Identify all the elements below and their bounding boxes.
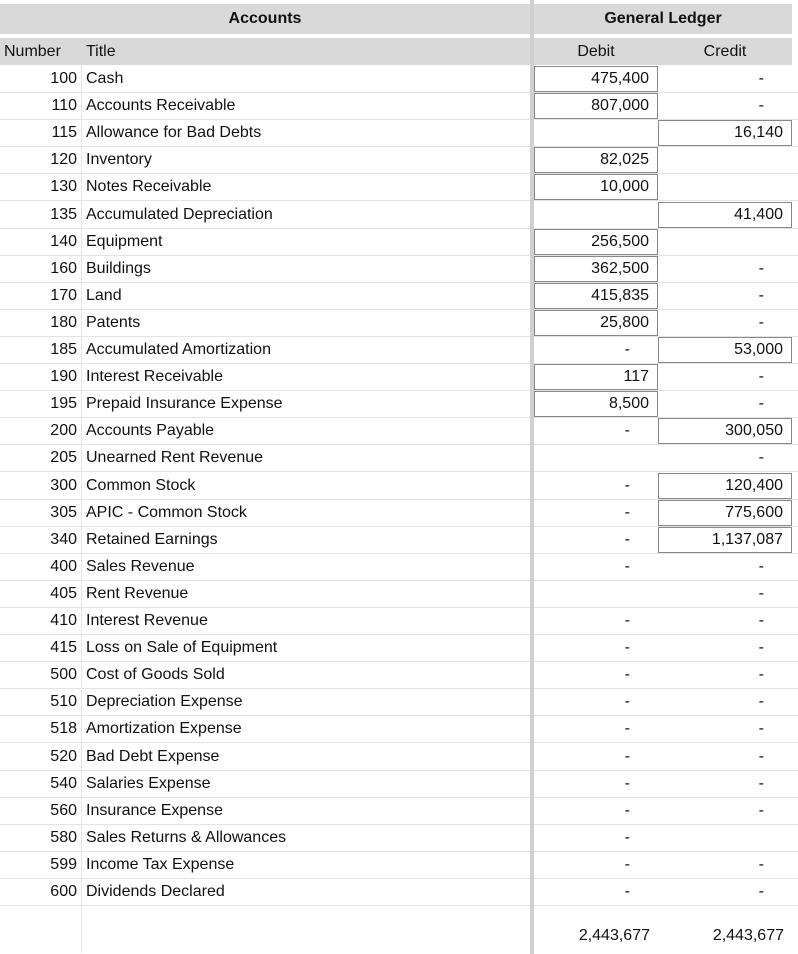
- account-number-cell[interactable]: 500: [50, 666, 77, 684]
- account-number-cell[interactable]: 520: [50, 747, 77, 765]
- debit-cell[interactable]: 10,000: [534, 174, 658, 200]
- debit-cell[interactable]: -: [624, 883, 630, 901]
- account-number-cell[interactable]: 300: [50, 476, 77, 494]
- debit-cell[interactable]: -: [624, 720, 630, 738]
- credit-column-header: Credit: [658, 38, 792, 65]
- account-number-cell[interactable]: 115: [51, 124, 77, 142]
- table-row: [0, 744, 798, 771]
- header-row-columns: [0, 38, 798, 65]
- account-title-cell[interactable]: Retained Earnings: [86, 530, 218, 548]
- credit-cell[interactable]: -: [758, 395, 764, 413]
- account-title-cell[interactable]: Rent Revenue: [86, 584, 189, 602]
- title-column-header: Title: [81, 38, 530, 65]
- credit-cell[interactable]: -: [758, 666, 764, 684]
- credit-cell[interactable]: 1,137,087: [658, 527, 792, 553]
- table-row: [0, 500, 798, 527]
- debit-cell[interactable]: 8,500: [534, 391, 658, 417]
- account-number-cell[interactable]: 410: [50, 612, 77, 630]
- total-debit[interactable]: 2,443,677: [578, 927, 650, 944]
- debit-cell[interactable]: [534, 581, 658, 607]
- table-row: [0, 174, 798, 201]
- debit-cell[interactable]: -: [624, 855, 630, 873]
- table-row: [0, 418, 798, 445]
- debit-cell[interactable]: 25,800: [534, 310, 658, 336]
- table-row: [0, 608, 798, 635]
- account-number-cell[interactable]: 185: [50, 341, 77, 359]
- account-number-cell[interactable]: 130: [50, 178, 77, 196]
- account-title-cell[interactable]: Depreciation Expense: [86, 693, 243, 711]
- debit-cell[interactable]: 362,500: [534, 256, 658, 282]
- credit-cell[interactable]: -: [758, 855, 764, 873]
- credit-cell[interactable]: [658, 174, 792, 200]
- account-title-cell[interactable]: Land: [86, 286, 122, 304]
- account-title-cell[interactable]: Dividends Declared: [86, 883, 225, 901]
- debit-cell[interactable]: -: [624, 639, 630, 657]
- credit-cell[interactable]: -: [758, 97, 764, 115]
- table-row: [0, 635, 798, 662]
- account-title-cell[interactable]: Sales Revenue: [86, 557, 195, 575]
- account-title-cell[interactable]: Accounts Payable: [86, 422, 215, 440]
- credit-cell[interactable]: 53,000: [658, 337, 792, 363]
- credit-cell[interactable]: -: [758, 747, 764, 765]
- credit-cell[interactable]: -: [758, 693, 764, 711]
- account-title-cell[interactable]: Buildings: [86, 259, 151, 277]
- table-row: [0, 879, 798, 906]
- account-title-cell[interactable]: Sales Returns & Allowances: [86, 828, 287, 846]
- account-title-cell[interactable]: Accumulated Depreciation: [86, 205, 273, 223]
- debit-cell[interactable]: -: [624, 530, 630, 548]
- debit-cell[interactable]: -: [624, 801, 630, 819]
- credit-cell[interactable]: -: [758, 557, 764, 575]
- debit-cell[interactable]: -: [624, 476, 630, 494]
- table-row: [0, 798, 798, 825]
- table-row: [0, 689, 798, 716]
- table-row: [0, 527, 798, 554]
- account-title-cell[interactable]: Loss on Sale of Equipment: [86, 639, 278, 657]
- debit-cell[interactable]: -: [624, 828, 630, 846]
- table-row: [0, 337, 798, 364]
- account-number-cell[interactable]: 415: [50, 639, 77, 657]
- account-title-cell[interactable]: Prepaid Insurance Expense: [86, 395, 283, 413]
- table-row: [0, 147, 798, 174]
- debit-cell[interactable]: 256,500: [534, 229, 658, 255]
- table-row: [0, 310, 798, 337]
- credit-cell[interactable]: -: [758, 259, 764, 277]
- account-number-cell[interactable]: 518: [50, 720, 77, 738]
- header-row-groups: [0, 4, 798, 34]
- totals-row: [0, 920, 798, 952]
- account-title-cell[interactable]: Notes Receivable: [86, 178, 212, 196]
- account-number-cell[interactable]: 135: [50, 205, 77, 223]
- account-number-cell[interactable]: 600: [50, 883, 77, 901]
- accounts-header: Accounts: [0, 4, 530, 34]
- table-row: [0, 662, 798, 689]
- table-row: [0, 716, 798, 743]
- column-separator: [530, 0, 534, 954]
- account-number-cell[interactable]: 195: [50, 395, 77, 413]
- table-row: [0, 120, 798, 147]
- table-row: [0, 445, 798, 472]
- gridline-number-title: [81, 65, 82, 953]
- account-number-cell[interactable]: 400: [50, 557, 77, 575]
- debit-cell[interactable]: -: [624, 693, 630, 711]
- account-number-cell[interactable]: 160: [50, 259, 77, 277]
- account-title-cell[interactable]: Salaries Expense: [86, 774, 211, 792]
- debit-cell[interactable]: -: [624, 666, 630, 684]
- credit-cell[interactable]: -: [758, 449, 764, 467]
- debit-cell[interactable]: [534, 445, 658, 471]
- account-title-cell[interactable]: Inventory: [86, 151, 152, 169]
- debit-cell[interactable]: -: [624, 503, 630, 521]
- table-row: [0, 202, 798, 229]
- table-row: [0, 852, 798, 879]
- account-number-cell[interactable]: 120: [50, 151, 77, 169]
- debit-cell[interactable]: -: [624, 612, 630, 630]
- account-number-cell[interactable]: 110: [51, 97, 77, 115]
- account-title-cell[interactable]: Allowance for Bad Debts: [86, 124, 262, 142]
- table-row: [0, 554, 798, 581]
- debit-cell[interactable]: -: [624, 341, 630, 359]
- debit-cell[interactable]: [534, 202, 658, 228]
- table-row: [0, 256, 798, 283]
- debit-cell[interactable]: 117: [534, 364, 658, 390]
- table-row: [0, 391, 798, 418]
- debit-column-header: Debit: [534, 38, 658, 65]
- credit-cell[interactable]: -: [758, 720, 764, 738]
- table-row: [0, 93, 798, 120]
- debit-cell[interactable]: -: [624, 774, 630, 792]
- account-number-cell[interactable]: 200: [50, 422, 77, 440]
- credit-cell[interactable]: -: [758, 286, 764, 304]
- credit-cell[interactable]: [658, 825, 792, 851]
- account-title-cell[interactable]: Accumulated Amortization: [86, 341, 271, 359]
- credit-cell[interactable]: 775,600: [658, 500, 792, 526]
- credit-cell[interactable]: [658, 147, 792, 173]
- general-ledger-header: General Ledger: [534, 4, 792, 34]
- account-title-cell[interactable]: Cost of Goods Sold: [86, 666, 225, 684]
- account-title-cell[interactable]: Unearned Rent Revenue: [86, 449, 264, 467]
- credit-cell[interactable]: -: [758, 368, 764, 386]
- credit-cell[interactable]: [658, 229, 792, 255]
- account-number-cell[interactable]: 140: [50, 232, 77, 250]
- debit-cell[interactable]: 415,835: [534, 283, 658, 309]
- account-number-cell[interactable]: 180: [50, 313, 77, 331]
- account-number-cell[interactable]: 560: [50, 801, 77, 819]
- credit-cell[interactable]: -: [758, 313, 764, 331]
- table-row: [0, 364, 798, 391]
- account-title-cell[interactable]: Interest Receivable: [86, 368, 223, 386]
- credit-cell[interactable]: 300,050: [658, 418, 792, 444]
- debit-cell[interactable]: 475,400: [534, 66, 658, 92]
- credit-cell[interactable]: -: [758, 584, 764, 602]
- credit-cell[interactable]: -: [758, 639, 764, 657]
- account-number-cell[interactable]: 580: [50, 828, 77, 846]
- number-column-header: Number: [0, 38, 81, 65]
- account-title-cell[interactable]: Equipment: [86, 232, 163, 250]
- account-title-cell[interactable]: Common Stock: [86, 476, 196, 494]
- table-row: [0, 229, 798, 256]
- account-number-cell[interactable]: 305: [50, 503, 77, 521]
- account-number-cell[interactable]: 190: [50, 368, 77, 386]
- account-title-cell[interactable]: Bad Debt Expense: [86, 747, 220, 765]
- credit-cell[interactable]: 120,400: [658, 473, 792, 499]
- table-row: [0, 581, 798, 608]
- debit-cell[interactable]: [534, 120, 658, 146]
- credit-cell[interactable]: -: [758, 612, 764, 630]
- table-row: [0, 283, 798, 310]
- debit-cell[interactable]: 807,000: [534, 93, 658, 119]
- credit-cell[interactable]: 16,140: [658, 120, 792, 146]
- credit-cell[interactable]: -: [758, 801, 764, 819]
- account-title-cell[interactable]: Income Tax Expense: [86, 855, 235, 873]
- credit-cell[interactable]: -: [758, 70, 764, 88]
- account-number-cell[interactable]: 405: [50, 584, 77, 602]
- table-row: [0, 66, 798, 93]
- account-title-cell[interactable]: Cash: [86, 70, 124, 88]
- credit-cell[interactable]: 41,400: [658, 202, 792, 228]
- account-title-cell[interactable]: Interest Revenue: [86, 612, 208, 630]
- account-title-cell[interactable]: Amortization Expense: [86, 720, 242, 738]
- credit-cell[interactable]: -: [758, 883, 764, 901]
- debit-cell[interactable]: -: [624, 557, 630, 575]
- debit-cell[interactable]: -: [624, 747, 630, 765]
- account-number-cell[interactable]: 205: [50, 449, 77, 467]
- account-title-cell[interactable]: APIC - Common Stock: [86, 503, 247, 521]
- account-title-cell[interactable]: Insurance Expense: [86, 801, 223, 819]
- account-title-cell[interactable]: Accounts Receivable: [86, 97, 236, 115]
- account-number-cell[interactable]: 170: [50, 286, 77, 304]
- table-row: [0, 771, 798, 798]
- account-number-cell[interactable]: 510: [50, 693, 77, 711]
- table-row: [0, 473, 798, 500]
- account-number-cell[interactable]: 540: [50, 774, 77, 792]
- total-credit[interactable]: 2,443,677: [712, 927, 784, 944]
- account-number-cell[interactable]: 100: [50, 70, 77, 88]
- credit-cell[interactable]: -: [758, 774, 764, 792]
- account-number-cell[interactable]: 599: [50, 855, 77, 873]
- account-number-cell[interactable]: 340: [50, 530, 77, 548]
- debit-cell[interactable]: -: [624, 422, 630, 440]
- table-row: [0, 825, 798, 852]
- account-title-cell[interactable]: Patents: [86, 313, 141, 331]
- debit-cell[interactable]: 82,025: [534, 147, 658, 173]
